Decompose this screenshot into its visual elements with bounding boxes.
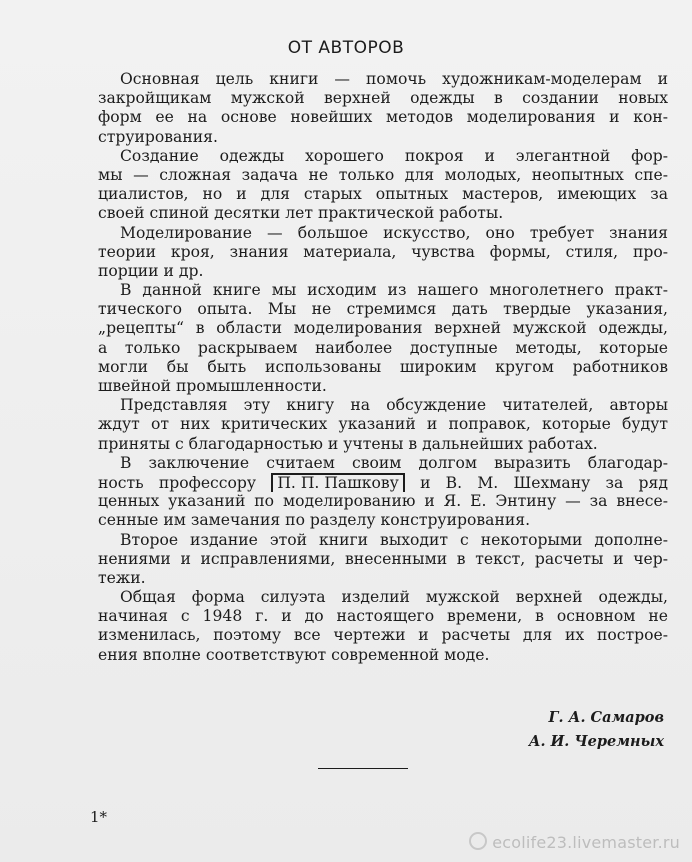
text-line: мы — сложная задача не только для молодых, неопытных спе- xyxy=(98,165,668,184)
text-line: Второе издание этой книги выходит с некоторыми дополне- xyxy=(120,530,668,549)
text-line: ценных указаний по моделированию и Я. Е. Энтину — за внесе- xyxy=(98,492,668,511)
text-line: струирования. xyxy=(98,127,218,146)
text-line: „рецепты“ в области моделирования верхней мужской одежды, xyxy=(98,319,668,338)
author-name: Г. А. Самаров xyxy=(548,709,664,726)
text-line: В данной книге мы исходим из нашего многолетнего практ- xyxy=(120,281,668,300)
text-line: Создание одежды хорошего покроя и элегантной фор- xyxy=(120,146,668,165)
text-line: порции и др. xyxy=(98,261,204,280)
text-line: В заключение считаем своим долгом выразить благодар- xyxy=(120,453,668,472)
page-title: ОТ АВТОРОВ xyxy=(287,38,405,58)
text-line: Моделирование — большое искусство, оно требует знания xyxy=(120,223,668,242)
watermark-logo-icon xyxy=(469,832,487,850)
text-line: Основная цель книги — помочь художникам-моделерам и xyxy=(120,70,668,88)
text-line: ждут от них критических указаний и поправок, которые будут xyxy=(98,415,668,434)
text-line: тежи. xyxy=(98,568,146,587)
text-line: могли бы быть использованы широким кругом работников xyxy=(98,357,668,376)
text-line: закройщикам мужской верхней одежды в создании новых xyxy=(98,89,668,108)
text-line: приняты с благодарностью и учтены в дальнейших работах. xyxy=(98,434,598,453)
text-line: теории кроя, знания материала, чувства формы, стиля, про- xyxy=(98,242,668,261)
text-line: Общая форма силуэта изделий мужской верхней одежды, xyxy=(120,588,668,607)
section-divider xyxy=(318,768,408,769)
text-line: своей спиной десятки лет практической работы. xyxy=(98,204,504,223)
preface-text xyxy=(98,70,668,665)
boxed-name: П. П. Пашкову xyxy=(271,473,405,492)
watermark-text: ecolife23.livemaster.ru xyxy=(492,833,680,852)
text-line: ения вполне соответствуют современной моде. xyxy=(98,645,490,664)
text-line: швейной промышленности. xyxy=(98,377,327,395)
text-fragment: ность профессору xyxy=(98,473,257,492)
text-line-with-boxed-name xyxy=(98,473,668,492)
text-line: нениями и исправлениями, внесенными в текст, расчеты и чер- xyxy=(98,549,668,568)
watermark xyxy=(469,832,680,852)
text-line: а только раскрываем наиболее доступные методы, которые xyxy=(98,338,668,357)
author-name: А. И. Черемных xyxy=(528,733,664,750)
text-fragment: и В. М. Шехману за ряд xyxy=(420,473,668,492)
text-line: сенные им замечания по разделу конструирования. xyxy=(98,511,531,530)
text-line: тического опыта. Мы не стремимся дать твердые указания, xyxy=(98,300,668,319)
text-line: циалистов, но и для старых опытных мастеров, имеющих за xyxy=(98,185,668,204)
text-line: Представляя эту книгу на обсуждение читателей, авторы xyxy=(120,396,668,415)
page-number: 1* xyxy=(90,808,108,826)
author-signatures xyxy=(529,706,664,754)
text-line: начиная с 1948 г. и до настоящего времени, в основном не xyxy=(98,607,668,626)
text-line: форм ее на основе новейших методов моделирования и кон- xyxy=(98,108,668,127)
text-line: изменилась, поэтому все чертежи и расчеты для их построе- xyxy=(98,626,668,645)
